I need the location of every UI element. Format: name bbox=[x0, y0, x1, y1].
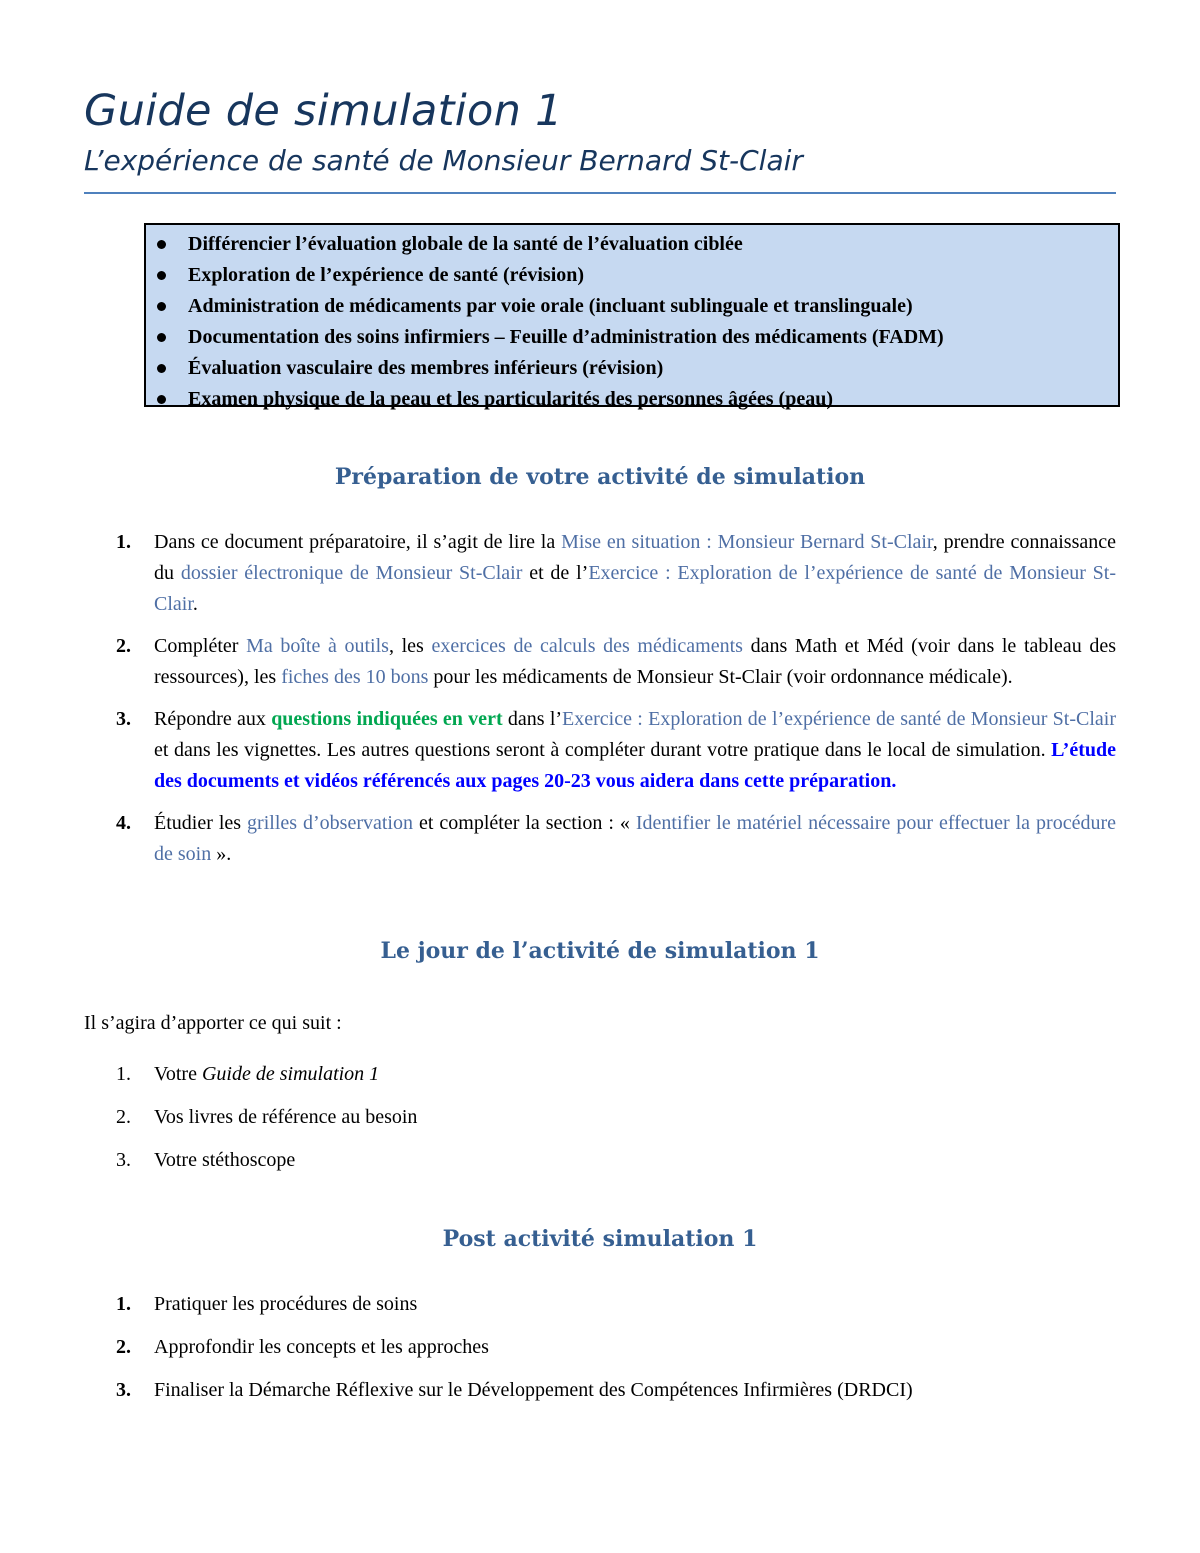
step-text: Compléter bbox=[154, 635, 247, 657]
bullet-icon bbox=[157, 395, 166, 404]
item-number: 2. bbox=[116, 1336, 131, 1358]
mise-en-situation-link[interactable]: Mise en situation : Monsieur Bernard St-Clair bbox=[561, 531, 933, 553]
guide-title-text: Guide de simulation 1 bbox=[201, 1063, 380, 1085]
bullet-icon bbox=[157, 333, 166, 342]
item-number: 1. bbox=[116, 1293, 131, 1315]
materiel-necessaire-link[interactable]: Identifier le matériel nécessaire pour effectuer la procédure de soin bbox=[154, 812, 1116, 865]
step-text: dans l’ bbox=[502, 708, 563, 730]
step-text: dans Math et Méd (voir dans le tableau des ressources), les bbox=[154, 635, 1116, 688]
page-subtitle: L’expérience de santé de Monsieur Bernard St-Clair bbox=[84, 144, 803, 177]
item-text: Vos livres de référence au besoin bbox=[154, 1106, 418, 1128]
step-text: Répondre aux bbox=[154, 708, 272, 730]
preparation-step bbox=[116, 704, 1116, 797]
bullet-icon bbox=[157, 364, 166, 373]
objective-text: Administration de médicaments par voie orale (incluant sublinguale et translinguale) bbox=[188, 295, 913, 317]
step-text: et de l’ bbox=[522, 562, 589, 584]
objective-item bbox=[146, 353, 1118, 384]
objective-text: Examen physique de la peau et les particularités des personnes âgées (peau) bbox=[188, 388, 833, 410]
item-text: Pratiquer les procédures de soins bbox=[154, 1293, 418, 1315]
list-item bbox=[116, 1332, 1116, 1363]
fiches-10-bons-link[interactable]: fiches des 10 bons bbox=[281, 666, 429, 688]
exercice-exploration-link[interactable]: Exercice : Exploration de l’expérience de santé de Monsieur St-Clair bbox=[562, 708, 1116, 730]
objectives-list bbox=[146, 225, 1118, 415]
preparation-steps bbox=[116, 527, 1116, 870]
list-item bbox=[116, 1102, 1116, 1133]
objectives-box bbox=[144, 223, 1120, 410]
objective-item bbox=[146, 260, 1118, 291]
bullet-icon bbox=[157, 240, 166, 249]
objective-item bbox=[146, 322, 1118, 353]
objective-text: Documentation des soins infirmiers – Feuille d’administration des médicaments (FADM) bbox=[188, 326, 944, 348]
dossier-electronique-link[interactable]: dossier électronique de Monsieur St-Clair bbox=[180, 562, 523, 584]
objective-text: Évaluation vasculaire des membres inférieurs (révision) bbox=[188, 357, 664, 379]
post-activity-list bbox=[116, 1289, 1116, 1406]
simulation-day-list bbox=[116, 1059, 1116, 1176]
objective-text: Différencier l’évaluation globale de la santé de l’évaluation ciblée bbox=[188, 233, 743, 255]
boite-a-outils-link[interactable]: Ma boîte à outils bbox=[246, 635, 389, 657]
step-text: Étudier les bbox=[154, 812, 248, 834]
item-number: 1. bbox=[116, 1063, 131, 1085]
item-number: 2. bbox=[116, 1106, 131, 1128]
step-text: ». bbox=[211, 843, 232, 865]
step-text: et dans les vignettes. Les autres questions seront à compléter durant votre pratique dans le local de simulation. bbox=[154, 739, 1052, 761]
exercice-exploration-link[interactable]: Exercice : Exploration de l’expérience de santé de Monsieur St-Clair bbox=[154, 562, 1117, 615]
list-item bbox=[116, 1145, 1116, 1176]
objective-item bbox=[146, 229, 1118, 260]
step-text: . bbox=[192, 593, 198, 615]
list-item bbox=[116, 1289, 1116, 1320]
preparation-step bbox=[116, 631, 1116, 693]
step-text: Dans ce document préparatoire, il s’agit de lire la bbox=[154, 531, 562, 553]
item-number: 3. bbox=[116, 1379, 131, 1401]
item-text: Approfondir les concepts et les approches bbox=[154, 1336, 489, 1358]
preparation-step bbox=[116, 527, 1116, 620]
bullet-icon bbox=[157, 271, 166, 280]
step-number: 4. bbox=[116, 812, 131, 834]
step-text: pour les médicaments de Monsieur St-Clair (voir ordonnance médicale). bbox=[428, 666, 1013, 688]
simulation-day-heading: Le jour de l’activité de simulation 1 bbox=[380, 938, 820, 964]
bullet-icon bbox=[157, 302, 166, 311]
objective-item bbox=[146, 384, 1118, 415]
item-text: Votre stéthoscope bbox=[154, 1149, 296, 1171]
simulation-day-intro: Il s’agira d’apporter ce qui suit : bbox=[84, 1012, 342, 1034]
study-emphasis-text: L’étude des documents et vidéos référencés aux pages 20-23 vous aidera dans cette préparation. bbox=[154, 739, 1116, 792]
step-text: et compléter la section : « bbox=[413, 812, 636, 834]
exercices-calculs-link[interactable]: exercices de calculs des médicaments bbox=[431, 635, 743, 657]
title-divider bbox=[84, 192, 1116, 194]
item-text: Votre bbox=[154, 1063, 202, 1085]
step-number: 1. bbox=[116, 531, 131, 553]
post-activity-heading: Post activité simulation 1 bbox=[442, 1226, 758, 1252]
step-number: 2. bbox=[116, 635, 131, 657]
objective-text: Exploration de l’expérience de santé (révision) bbox=[188, 264, 585, 286]
page-title: Guide de simulation 1 bbox=[84, 86, 563, 136]
step-text: , prendre connaissance du bbox=[154, 531, 1116, 584]
step-text: , les bbox=[388, 635, 432, 657]
green-questions-text: questions indiquées en vert bbox=[271, 708, 503, 730]
preparation-heading: Préparation de votre activité de simulation bbox=[334, 464, 866, 490]
item-number: 3. bbox=[116, 1149, 131, 1171]
objective-item bbox=[146, 291, 1118, 322]
list-item bbox=[116, 1375, 1116, 1406]
grilles-observation-link[interactable]: grilles d’observation bbox=[247, 812, 413, 834]
item-text: Finaliser la Démarche Réflexive sur le Développement des Compétences Infirmières (DRDCI) bbox=[154, 1379, 913, 1401]
preparation-step bbox=[116, 808, 1116, 870]
step-number: 3. bbox=[116, 708, 131, 730]
list-item bbox=[116, 1059, 1116, 1090]
